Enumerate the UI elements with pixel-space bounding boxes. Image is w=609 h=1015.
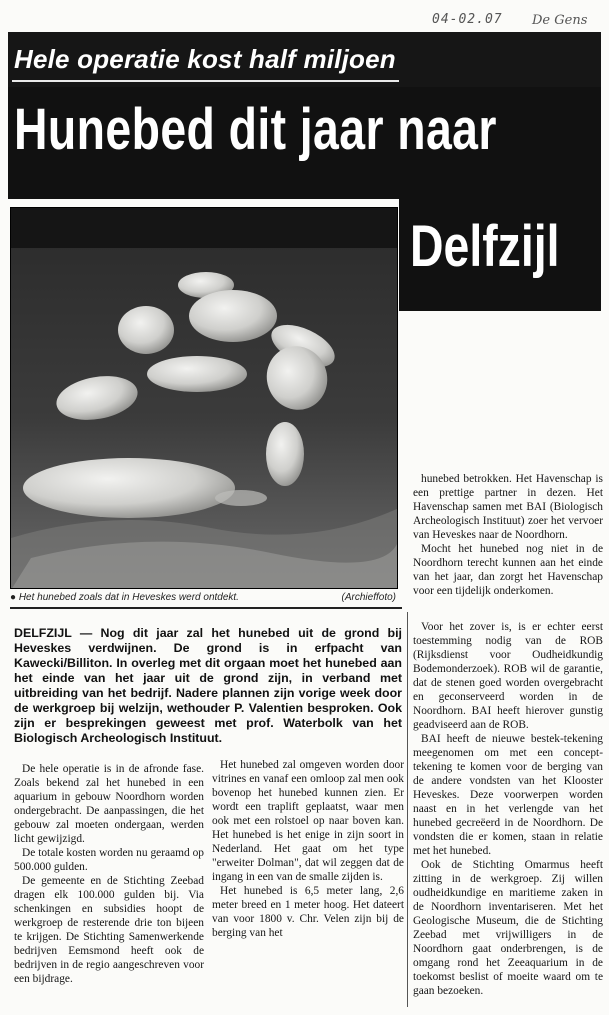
article-column-left (14, 762, 204, 986)
lead-paragraph: DELFZIJL — Nog dit jaar zal het hunebed uit de grond bij Heveskes verdwijnen. De grond is in erfpacht van Kawecki/Billiton. In overleg met dit orgaan moet het hunebed aan het einde van het jaar uit de grond zijn, in verband met uitbreiding van het bedrijf. Nadere plannen zijn vorige week door de werkgroep bij welzijn, wethouder P. Valentien besproken. Ook zijn er besprekingen geweest met prof. Waterbolk van het Biologisch Archeologisch Instituut. (14, 626, 402, 745)
photo-credit: (Archieffoto) (341, 592, 396, 603)
column-divider (407, 612, 408, 1007)
headline: Hunebed dit jaar naar (14, 97, 497, 162)
article-paragraph: De hele operatie is in de afronde fase. Zoals bekend zal het hunebed in een aquarium in gebouw Noordhorn worden ondergebracht. De aanpassingen, die het gebouw zal moeten ondergaan, werden licht gewijzigd. (14, 763, 204, 845)
headline-second-line: Delfzijl (410, 214, 560, 279)
article-paragraph: BAI heeft de nieuwe bestek-tekening meegenomen om met een concept-tekening te komen voor de berging van de andere vondsten van het Klooster Heveskes. Deze voorwerpen worden naast en in het verlengde van het hunebed gecreëerd in de Noordhorn. De vondsten die er komen, staan in relatie met het hunebed. (413, 733, 603, 857)
article-paragraph: Ook de Stichting Omarmus heeft zitting in de werkgroep. Zij willen oudheidkundige en maritieme zaken in de Noordhorn inventariseren. Met het Geologische Museum, die de Stichting Zeebad met vrijwilligers in de Noordhorn gaat onderbrengen, is de omgang rond het Zeeaquarium in de toekomst beslist of moeite waard om te gaan bezoeken. (413, 859, 603, 997)
kicker-underline (12, 80, 399, 82)
article-paragraph: hunebed betrokken. Het Havenschap is een prettige partner in dezen. Het Havenschap samen met BAI (Biologisch Archeologisch Instituut) zoer het vervoer van Heveskes naar de Noordhorn. (413, 473, 603, 541)
handwritten-date: 04-02.07 (432, 12, 503, 27)
caption-rule (10, 607, 402, 609)
handwritten-source: De Gens (532, 13, 588, 28)
photo-caption-row (10, 590, 400, 606)
article-paragraph: De totale kosten worden nu geraamd op 500.000 gulden. (14, 847, 204, 873)
article-paragraph: Het hunebed is 6,5 meter lang, 2,6 meter breed en 1 meter hoog. Het dateert van voor 1800 v. Chr. Velen zijn bij de berging van het (212, 885, 404, 939)
article-column-right-top (413, 472, 603, 598)
article-column-middle (212, 758, 404, 940)
article-paragraph: Voor het zover is, is er echter eerst toestemming nodig van de ROB (Rijksdienst voor Oudheidkundig Bodemonderzoek). ROB wil de garantie, dat de stenen goed worden overgebracht en geconserveerd worden in de Noordhorn. BAI heeft hierover gunstig geadviseerd aan de ROB. (413, 621, 603, 731)
kicker: Hele operatie kost half miljoen (14, 44, 396, 74)
caption-bullet: ● (10, 592, 17, 603)
hunebed-photo-illustration (11, 208, 398, 589)
article-paragraph: Het hunebed zal omgeven worden door vitrines en vanaf een omloop zal men ook bovenop het hunebed kunnen zien. Er wordt een traplift geplaatst, waar men ook met een rolstoel op naar boven kan. Het hunebed is het enige in zijn soort in Nederland. Het gaat om het type "erweiter Dolman", dat wil zeggen dat de ingang in een van de smalle zijden is. (212, 759, 404, 883)
hunebed-photo (10, 207, 398, 589)
photo-caption-text: Het hunebed zoals dat in Heveskes werd ontdekt. (18, 592, 239, 603)
article-paragraph: De gemeente en de Stichting Zeebad dragen elk 100.000 gulden bij. Via schenkingen en subsidies hoopt de werkgroep de resterende drie ton bijeen te krijgen. De Stichting Samenwerkende bedrijven Eemsmond heeft ook de bedrijven in de regio aangeschreven voor een bijdrage. (14, 875, 204, 985)
article-paragraph: Mocht het hunebed nog niet in de Noordhorn terecht kunnen aan het einde van het jaar, dan zorgt het Havenschap voor een tijdelijk onderkomen. (413, 543, 603, 597)
photo-caption (10, 592, 239, 603)
article-column-right (413, 620, 603, 998)
